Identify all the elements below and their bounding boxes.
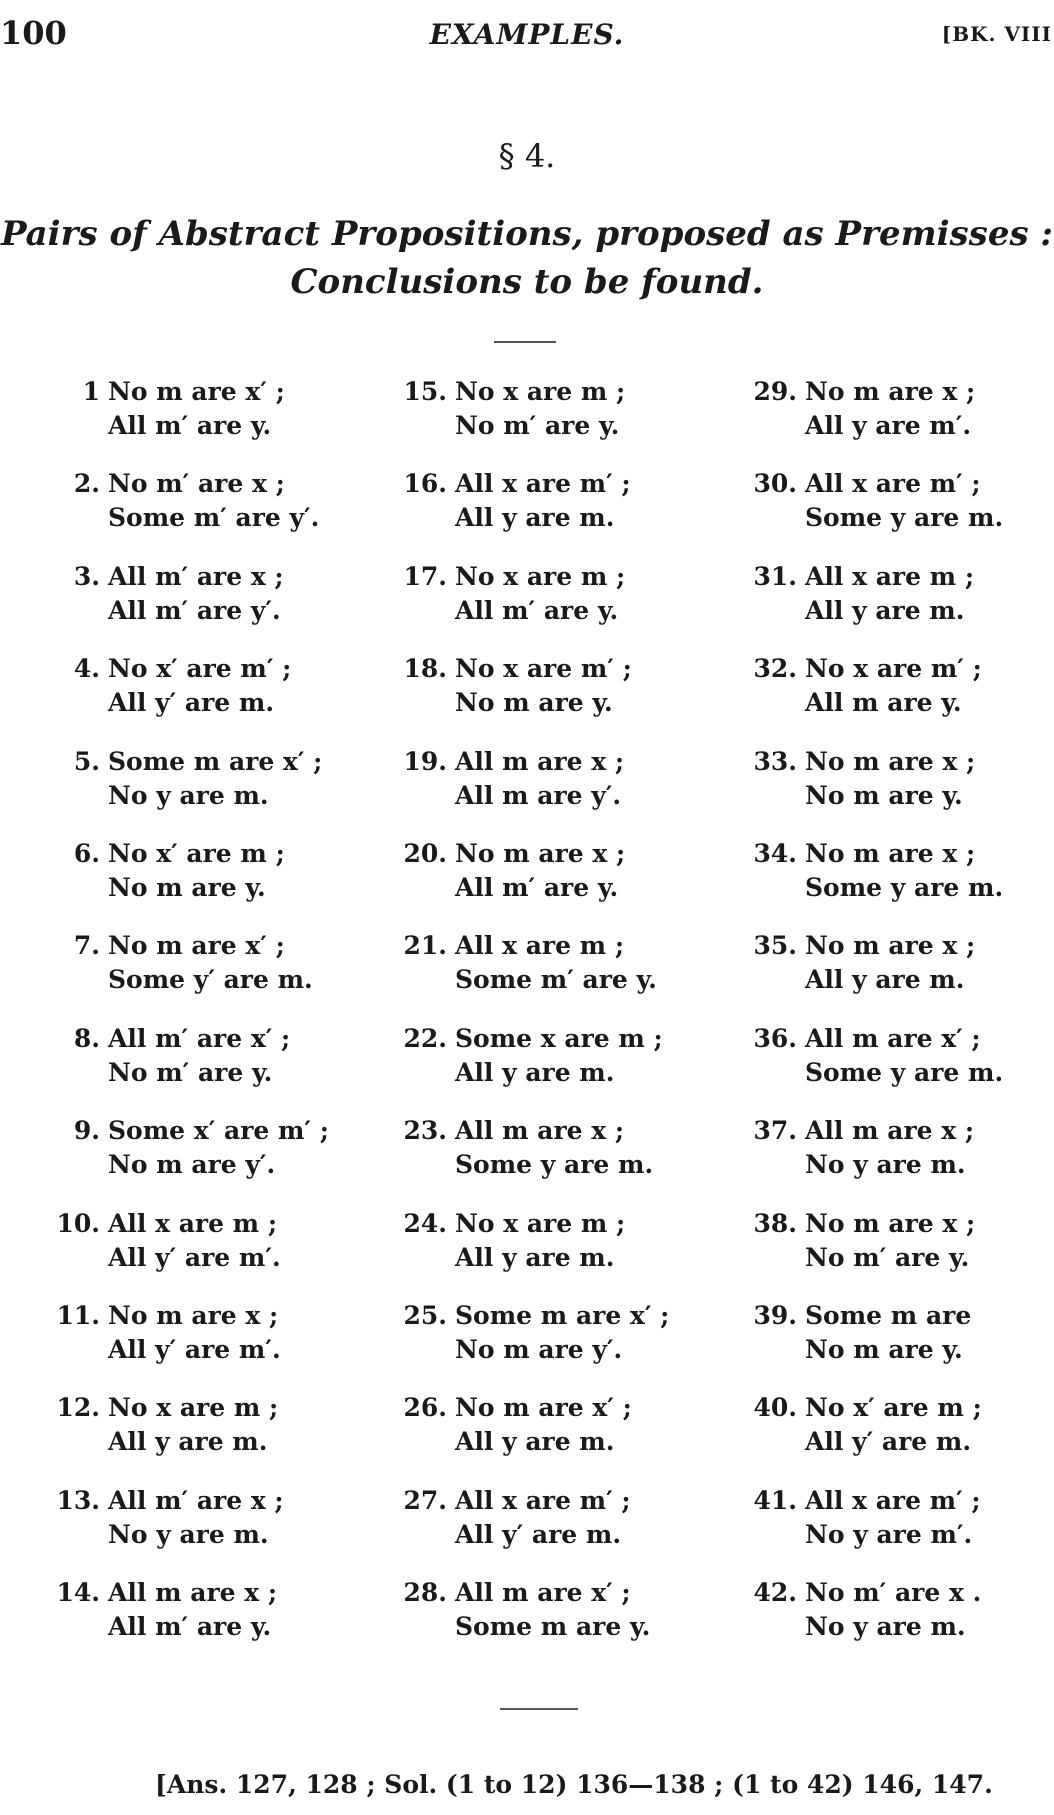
premiss-major: Some x′ are m′ ;: [108, 1116, 329, 1146]
premiss-major: No m are x ;: [805, 746, 976, 776]
premiss-minor: No y are m′.: [805, 1519, 973, 1549]
premiss-major: No x are m′ ;: [455, 654, 632, 684]
example-number: 16.: [403, 469, 447, 499]
premiss-major: All m are x ;: [455, 1116, 625, 1146]
premiss-major: All x are m ;: [455, 931, 625, 961]
example-number: 10.: [56, 1208, 100, 1238]
example-number: 4.: [73, 654, 100, 684]
premiss-minor: All m′ are y.: [455, 872, 619, 902]
example-number: 29.: [753, 377, 797, 406]
page-number: 100: [0, 14, 67, 52]
premiss-minor: No m′ are y.: [455, 411, 620, 440]
premiss-major: No m are x ;: [455, 838, 626, 868]
premiss-major: All x are m ;: [108, 1208, 278, 1238]
premiss-minor: No m′ are y.: [108, 1057, 273, 1087]
example-number: 24.: [403, 1208, 447, 1238]
example-number: 17.: [403, 561, 447, 591]
example-number: 33.: [753, 746, 797, 776]
premiss-major: No m are x′ ;: [455, 1393, 632, 1423]
example-number: 38.: [753, 1208, 797, 1238]
premiss-minor: All y′ are m′.: [108, 1242, 281, 1272]
premiss-major: Some m are x′ ;: [108, 746, 323, 776]
premiss-major: Some m are: [805, 1300, 972, 1330]
premiss-major: No x are m ;: [455, 377, 626, 406]
premiss-minor: Some m′ are y.: [455, 965, 657, 995]
section-number: § 4.: [498, 137, 556, 175]
premiss-major: No x are m ;: [455, 1208, 626, 1238]
premiss-minor: All y are m.: [108, 1427, 268, 1457]
premiss-major: All x are m ;: [805, 561, 975, 591]
premiss-minor: Some y are m.: [455, 1150, 654, 1180]
example-number: 40.: [753, 1393, 797, 1423]
answers-footnote: [Ans. 127, 128 ; Sol. (1 to 12) 136—138 ; (1 to 42) 146, 147.: [155, 1770, 993, 1799]
premiss-minor: No m′ are y.: [805, 1242, 970, 1272]
premiss-minor: No m are y.: [805, 780, 963, 810]
premiss-major: No x are m ;: [455, 561, 626, 591]
example-number: 32.: [753, 654, 797, 684]
premiss-minor: No m are y.: [805, 1334, 963, 1364]
premiss-minor: All y are m.: [455, 1242, 615, 1272]
premiss-major: All m are x ;: [455, 746, 625, 776]
example-number: 1: [82, 377, 100, 406]
premiss-minor: All y are m′.: [805, 411, 972, 440]
premiss-major: No m are x ;: [805, 1208, 976, 1238]
premiss-major: No x are m ;: [108, 1393, 279, 1423]
example-number: 27.: [403, 1485, 447, 1515]
section-title-line-1: Pairs of Abstract Propositions, proposed as Premisses :: [1, 214, 1053, 254]
premiss-minor: All m′ are y.: [108, 1612, 272, 1642]
premiss-minor: Some m are y.: [455, 1612, 651, 1642]
example-number: 39.: [753, 1300, 797, 1330]
premiss-minor: No m are y.: [108, 872, 266, 902]
premiss-major: All m′ are x′ ;: [108, 1023, 291, 1053]
premiss-major: No m are x ;: [805, 377, 976, 406]
premiss-major: No x are m′ ;: [805, 654, 982, 684]
premiss-minor: All m′ are y.: [455, 595, 619, 625]
premiss-minor: All y′ are m.: [805, 1427, 972, 1457]
premiss-major: No m are x ;: [805, 838, 976, 868]
premiss-minor: All y are m.: [805, 595, 965, 625]
premiss-major: No x′ are m ;: [805, 1393, 982, 1423]
premiss-major: All x are m′ ;: [455, 469, 631, 499]
premiss-major: No m′ are x .: [805, 1578, 982, 1608]
premiss-minor: All m are y.: [805, 688, 962, 718]
premiss-minor: All y′ are m′.: [108, 1334, 281, 1364]
premiss-minor: Some m′ are y′.: [108, 503, 320, 533]
premiss-minor: All y are m.: [455, 1057, 615, 1087]
premiss-major: All m are x′ ;: [455, 1578, 631, 1608]
example-number: 41.: [753, 1485, 797, 1515]
example-number: 28.: [403, 1578, 447, 1608]
example-number: 25.: [403, 1300, 447, 1330]
example-number: 2.: [73, 469, 100, 499]
premiss-major: No m are x′ ;: [108, 931, 285, 961]
premiss-major: No m are x ;: [108, 1300, 279, 1330]
premiss-major: All m are x′ ;: [805, 1023, 981, 1053]
premiss-minor: No y are m.: [805, 1612, 966, 1642]
example-number: 12.: [56, 1393, 100, 1423]
divider-rule-bottom: [500, 1708, 578, 1710]
premiss-minor: Some y are m.: [805, 503, 1004, 533]
page-header: [0, 14, 1054, 54]
divider-rule-top: [494, 341, 556, 343]
premiss-major: No m are x′ ;: [108, 377, 285, 406]
example-number: 6.: [73, 838, 100, 868]
example-number: 37.: [753, 1116, 797, 1146]
premiss-minor: Some y are m.: [805, 1057, 1004, 1087]
section-title: [0, 210, 1054, 306]
premiss-major: No x′ are m′ ;: [108, 654, 292, 684]
premiss-minor: All y are m.: [455, 503, 615, 533]
example-number: 42.: [753, 1578, 797, 1608]
premiss-minor: No y are m.: [108, 780, 269, 810]
premiss-major: No m′ are x ;: [108, 469, 285, 499]
example-number: 35.: [753, 931, 797, 961]
premiss-major: No x′ are m ;: [108, 838, 285, 868]
premiss-major: All x are m′ ;: [805, 469, 981, 499]
example-number: 15.: [403, 377, 447, 406]
premiss-major: All m′ are x ;: [108, 1485, 284, 1515]
premiss-minor: No y are m.: [805, 1150, 966, 1180]
example-number: 13.: [56, 1485, 100, 1515]
example-number: 31.: [753, 561, 797, 591]
premiss-major: All m are x ;: [108, 1578, 278, 1608]
example-number: 5.: [73, 746, 100, 776]
premiss-minor: No m are y′.: [108, 1150, 276, 1180]
example-number: 3.: [73, 561, 100, 591]
example-number: 22.: [403, 1023, 447, 1053]
premiss-minor: All y′ are m.: [455, 1519, 622, 1549]
book-reference: [BK. VIII: [941, 22, 1052, 46]
section-title-line-2: Conclusions to be found.: [290, 262, 764, 302]
example-number: 21.: [403, 931, 447, 961]
example-number: 7.: [73, 931, 100, 961]
premiss-minor: All y are m.: [455, 1427, 615, 1457]
premiss-minor: All m are y′.: [455, 780, 622, 810]
premiss-major: All x are m′ ;: [805, 1485, 981, 1515]
premiss-minor: Some y′ are m.: [108, 965, 313, 995]
premiss-minor: Some y are m.: [805, 872, 1004, 902]
premiss-major: Some x are m ;: [455, 1023, 663, 1053]
premiss-major: All x are m′ ;: [455, 1485, 631, 1515]
running-head: EXAMPLES.: [429, 18, 625, 51]
example-number: 11.: [56, 1300, 100, 1330]
premiss-major: All m′ are x ;: [108, 561, 284, 591]
example-number: 19.: [403, 746, 447, 776]
premiss-major: No m are x ;: [805, 931, 976, 961]
premiss-major: All m are x ;: [805, 1116, 975, 1146]
example-number: 23.: [403, 1116, 447, 1146]
premiss-minor: No m are y′.: [455, 1334, 623, 1364]
premiss-minor: All y′ are m.: [108, 688, 275, 718]
example-number: 26.: [403, 1393, 447, 1423]
example-number: 20.: [403, 838, 447, 868]
premiss-minor: All y are m.: [805, 965, 965, 995]
premiss-major: Some m are x′ ;: [455, 1300, 670, 1330]
example-number: 18.: [403, 654, 447, 684]
example-number: 34.: [753, 838, 797, 868]
premiss-minor: All m′ are y.: [108, 411, 272, 440]
example-number: 30.: [753, 469, 797, 499]
example-number: 9.: [73, 1116, 100, 1146]
premiss-minor: No m are y.: [455, 688, 613, 718]
premiss-minor: No y are m.: [108, 1519, 269, 1549]
premiss-minor: All m′ are y′.: [108, 595, 281, 625]
example-number: 8.: [73, 1023, 100, 1053]
example-number: 36.: [753, 1023, 797, 1053]
example-number: 14.: [56, 1578, 100, 1608]
